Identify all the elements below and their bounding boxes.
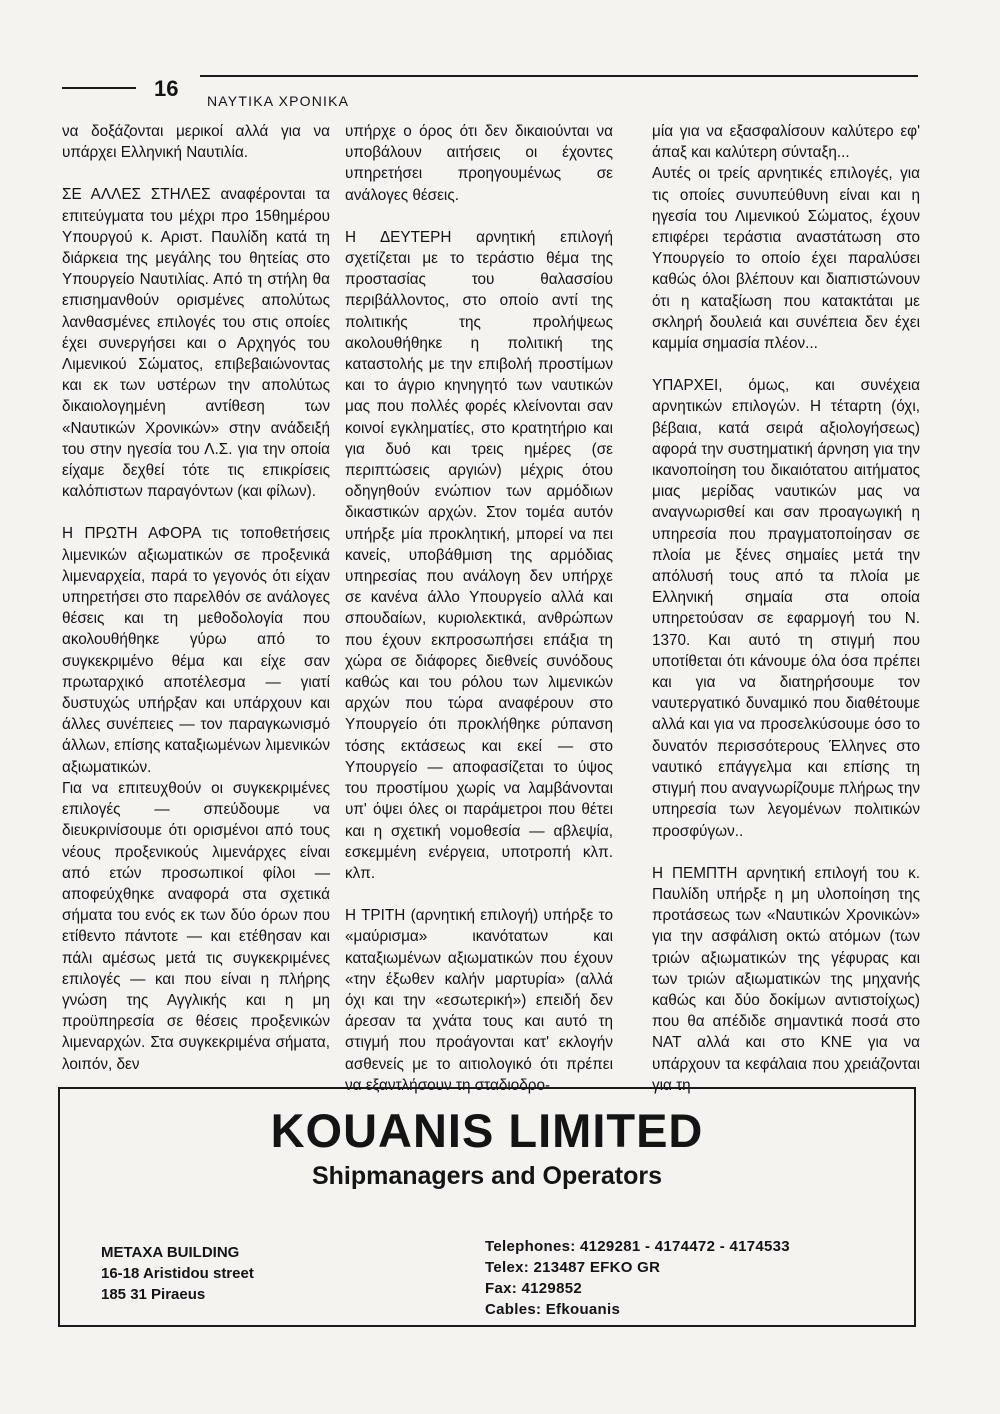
header-rule-left: [62, 87, 136, 89]
paragraph: Η ΠΡΩΤΗ ΑΦΟΡΑ τις τοποθετήσεις λιμενικών αξιωματικών σε προξενικά λιμεναρχεία, παρά το γεγονός ότι είχαν υπηρετήσει στο παρελθόν σε ανάλογες θέσεις και τη μεθοδολογία που ακολουθήθηκε γύρω από το συγκεκριμένο θέμα και είχε σαν πρωταρχικό αποτέλεσμα — γιατί δυστυχώς υπήρξαν και υπάρχουν και άλλες συνέπειες — τον παραγκωνισμό άλλων, επίσης καταξιωμένων λιμενικών αξιωματικών.: [62, 525, 330, 776]
paragraph: μία για να εξασφαλίσουν καλύτερο εφ' άπαξ και καλύτερη σύνταξη...: [652, 123, 920, 162]
ad-address-line: METAXA BUILDING: [101, 1244, 240, 1261]
header-rule-right: [200, 75, 918, 77]
ad-contact-line: Cables: Efkouanis: [485, 1301, 621, 1318]
ad-contact-line: Telephones: 4129281 - 4174472 - 4174533: [485, 1238, 790, 1255]
article-column-1: [62, 121, 330, 1075]
ad-contacts: [485, 1236, 790, 1320]
paragraph: να δοξάζονται μερικοί αλλά για να υπάρχει Ελληνική Ναυτιλία.: [62, 123, 330, 162]
paragraph: ΣΕ ΑΛΛΕΣ ΣΤΗΛΕΣ αναφέρονται τα επιτεύγματα του μέχρι προ 15θημέρου Υπουργού κ. Αριστ. Παυλίδη κατά τη διάρκεια της μεγάλης του θητείας στο Υπουργείο Ναυτιλίας. Από τη στήλη θα επισημανθούν ορισμένες απολύτως λανθασμένες επιλογές του στις οποίες έχει συνεργήσει και ο Αρχηγός του Λιμενικού Σώματος, επιβεβαιώνοντας και εκ των υστέρων την απολύτως δικαιολογημένη αντίθεση των «Ναυτικών Χρονικών» στην ανάδειξή του στην ηγεσία του Λ.Σ. για την οποία είχαμε δεχθεί τότε τις επικρίσεις καλόπιστων παραγόντων (και φίλων).: [62, 186, 330, 501]
paragraph: Η ΤΡΙΤΗ (αρνητική επιλογή) υπήρξε το «μαύρισμα» ικανότατων και καταξιωμένων αξιωματικών που έχουν «την έξωθεν καλήν μαρτυρία» (αλλά όχι και την «εσωτερική») επειδή δεν άρεσαν τα χνάτα τους και αυτό τη στιγμή που προάγονται κατ' εκλογήν ασθενείς με το αιτιολογικό ότι πρέπει να εξαντλήσουν τη σταδιοδρο-: [345, 907, 613, 1094]
ad-tagline: Shipmanagers and Operators: [311, 1162, 663, 1190]
ad-address-line: 16-18 Aristidou street: [101, 1265, 254, 1282]
article-column-2: [345, 121, 613, 1096]
paragraph: Η ΠΕΜΠΤΗ αρνητική επιλογή του κ. Παυλίδη υπήρξε η μη υλοποίηση της προτάσεως των «Ναυτικών Χρονικών» για την ασφάλιση οκτώ ατόμων (των τριών αξιωματικών της γέφυρας και των τριών αξιωματικών της μηχανής καθώς και δύο δοκίμων αντιστοίχως) που θα απέδιδε σημαντικά ποσά στο ΝΑΤ αλλά και στο ΚΝΕ για να υπάρχουν τα κεφάλαια που χρειάζονται για τη: [652, 864, 920, 1094]
advertisement-box: [58, 1087, 916, 1327]
article-column-3: [652, 121, 920, 1096]
ad-address-line: 185 31 Piraeus: [101, 1286, 206, 1303]
paragraph: ΥΠΑΡΧΕΙ, όμως, και συνέχεια αρνητικών επιλογών. Η τέταρτη (όχι, βέβαια, κατά σειρά αξιολογήσεως) αφορά την συστηματική άρνηση για την ικανοποίηση του δικαιότατου αιτήματος μιας μερίδας ναυτικών μας να αναγνωρισθεί και σαν προαγωγική η υπηρεσία που πραγματοποίησαν σε πλοία με ξένες σημαίες μετά την απόλυσή τους από τα πλοία με Ελληνική σημαία στα οποία υπηρετούσαν σε εφαρμογή του Ν. 1370. Και αυτό τη στιγμή που υποτίθεται ότι κάνουμε όλα όσα πρέπει και για να διατηρήσουμε τον ναυτεργατικό δυναμικό που διαθέτουμε αλλά και για να προσελκύσουμε όσο το δυνατόν περισσότερους Έλληνες στο ναυτικό επάγγελμα και επίσης τη στιγμή που αναγνωρίζουμε πλήρως την υπηρεσία των λεγομένων πολιτικών προσφύγων..: [652, 377, 920, 840]
ad-contact-line: Telex: 213487 EFKO GR: [485, 1259, 661, 1276]
paragraph: υπήρχε ο όρος ότι δεν δικαιούνται να υποβάλουν αιτήσεις οι έχοντες υπηρετήσει προηγουμένως σε ανάλογες θέσεις.: [345, 123, 613, 204]
ad-contact-line: Fax: 4129852: [485, 1280, 583, 1297]
paragraph: Η ΔΕΥΤΕΡΗ αρνητική επιλογή σχετίζεται με το τεράστιο θέμα της προστασίας του θαλασσίου περιβάλλοντος, στο οποίο αντί της πολιτικής της προλήψεως ακολουθήθηκε η πολιτική της καταστολής με την επιβολή προστίμων και το άγριο κηνηγητό των ναυτικών μας που πολλές φορές κλείνονται σαν κοινοί εγκληματίες, στο κρατητήριο και για δυό και τρεις ημέρες (σε περιπτώσεις αργιών) μέχρις ότου οδηγηθούν ενώπιον των αρμόδιων δικαστικών αρχών. Στον τομέα αυτόν υπήρξε μία προκλητική, μπορεί να πει κανείς, υποβάθμιση της αρμόδιας υπηρεσίας που ανάλογη δεν υπήρχε σε κανένα άλλο Υπουργείο αλλά και σπουδαίων, κυριολεκτικά, ανθρώπων που έχουν εκπροσωπήσει επάξια τη χώρα σε διάφορες διεθνείς συνόδους καθώς και του ρόλου των λιμενικών αρχών που τώρα αναφέρουν στο Υπουργείο ότι προκλήθηκε ρύπανση τόσης εκτάσεως και εκεί — στο Υπουργείο — αποφασίζεται το ύψος του προστίμου χωρίς να λαμβάνονται υπ' όψει όλες οι παράμετροι που θέτει και η σχετική νομοθεσία — αβλεψία, εσκεμμένη ενέργεια, υποτροπή κλπ. κλπ.: [345, 228, 613, 882]
magazine-title: ΝΑΥΤΙΚΑ ΧΡΟΝΙΚΑ: [207, 93, 350, 109]
paragraph: Για να επιτευχθούν οι συγκεκριμένες επιλογές — σπεύδουμε να διευκρινίσουμε ότι ορισμένοι από τους νέους προξενικούς λιμενάρχες είναι από ετών προσωπικοί φίλοι — αποφεύχθηκε αναφορά στα σχετικά σήματα του ενός εκ των δύο όρων που ετίθεντο πάντοτε — και ετέθησαν και πάλι αμέσως μετά τις συγκεκριμένες επιλογές — και που είναι η πλήρης γνώση της Αγγλικής και η μη προϋπηρεσία σε θέσεις προξενικών λιμεναρχών. Στα συγκεκριμένα σήματα, λοιπόν, δεν: [62, 779, 330, 1073]
ad-address: [101, 1242, 254, 1305]
ad-company-name: KOUANIS LIMITED: [270, 1104, 704, 1157]
paragraph: Αυτές οι τρείς αρνητικές επιλογές, για τις οποίες συνυπεύθυνη είναι και η ηγεσία του Λιμενικού Σώματος, έχουν επιφέρει τεράστια αναστάτωση στο Υπουργείο το οποίο έχει παραλύσει καθώς όλοι βλέπουν και διαπιστώνουν ότι η καταξίωση που κατακτάται με σκληρή δουλειά και συνέπεια δεν έχει καμμία σημασία πλέον...: [652, 165, 920, 353]
page-number: 16: [154, 76, 179, 101]
